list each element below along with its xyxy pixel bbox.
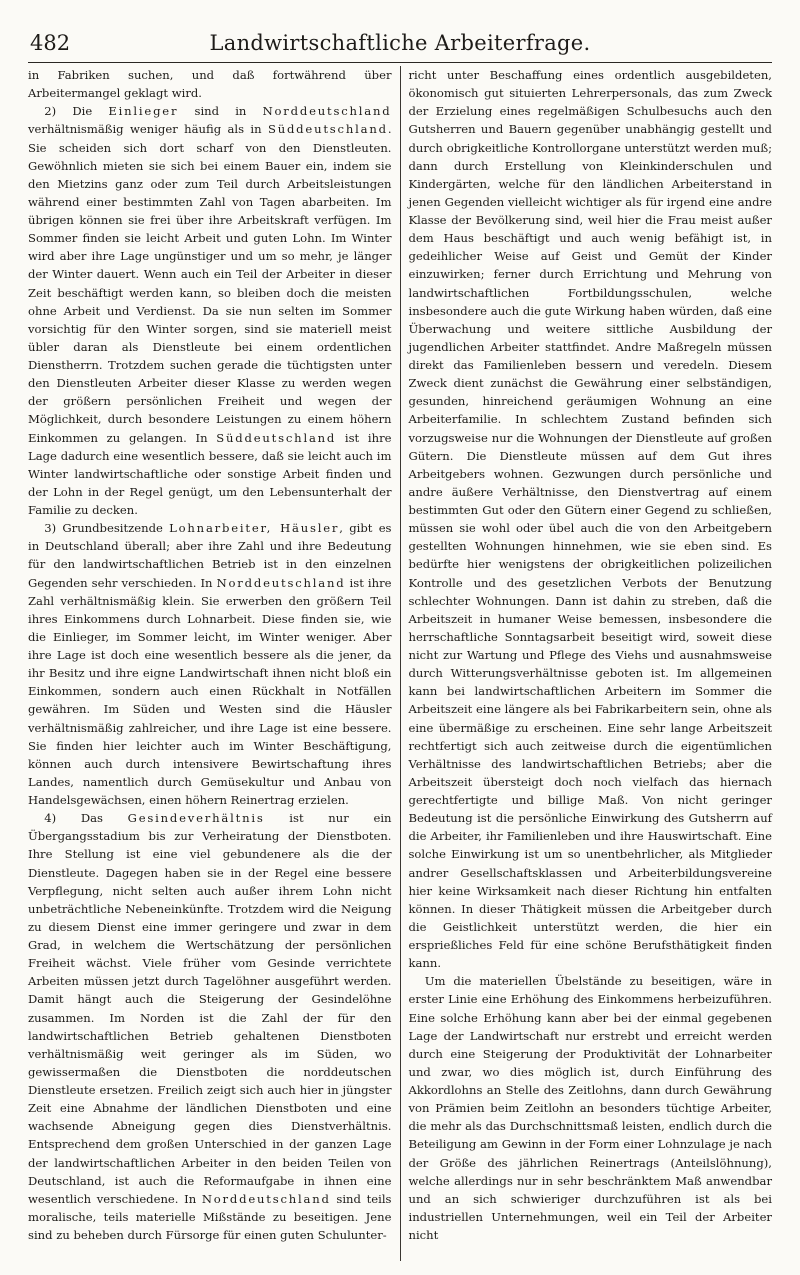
text-columns <box>28 66 772 1266</box>
emphasis-region: Norddeutschland <box>201 1191 331 1206</box>
column-divider <box>400 66 401 1261</box>
text-run: sind teils moralische, teils materielle Mißstände zu beseitigen. Jene sind zu beheben durch Fürsorge für einen guten Schulunter- <box>28 1191 392 1242</box>
paragraph-einlieger <box>28 102 392 519</box>
page-header <box>28 28 772 63</box>
emphasis-region: Süddeutschland <box>267 122 388 137</box>
text-run: 4) Das <box>44 811 128 826</box>
emphasis-region: Süddeutschland <box>216 430 337 445</box>
text-run: , gibt es in Deutschland überall; aber ihre Zahl und ihre Bedeutung für den landwirtschaftlichen Betrieb ist in den einzelnen Gegenden sehr verschieden. In <box>28 521 392 590</box>
text-run: ist nur ein Übergangsstadium bis zur Verheiratung der Dienstboten. Ihre Stellung ist eine viel gebundenere als die der Dienstleute. Dagegen haben sie in der Regel eine bessere Verpflegung, nicht selten auch außer ihrem Lohn nicht unbeträchtliche Nebeneinkünfte. Trotzdem wird die Neigung zu diesem Dienst eine immer geringere und zwar in dem Grad, in welchem die Wertschätzung der persönlichen Freiheit wächst. Viele früher vom Gesinde verrichtete Arbeiten müssen jetzt durch Tagelöhner ausgeführt werden. Damit hängt auch die Steigerung der Gesindelöhne zusammen. Im Norden ist die Zahl der für den landwirtschaftlichen Betrieb gehaltenen Dienstboten verhältnismäßig weit geringer als im Süden, wo gewissermaßen die Dienstboten die norddeutschen Dienstleute ersetzen. Freilich zeigt sich auch hier in jüngster Zeit eine Abnahme der ländlichen Dienstboten und eine wachsende Abneigung gegen dies Dienstverhältnis. Entsprechend dem großen Unterschied in der ganzen Lage der landwirtschaftlichen Arbeiter in den beiden Teilen von Deutschland, ist auch die Reformaufgabe in ihnen eine wesentlich verschiedene. In <box>28 811 392 1206</box>
paragraph-continuation: richt unter Beschaffung eines ordentlich ausgebildeten, ökonomisch gut situierten Lehrerpersonals, das zum Zweck der Erzielung eines regelmäßigen Schulbesuchs auch den Gutsherren und Bauern gegenüber unabhängig gestellt und durch obrigkeitliche Kontrollorgane unterstützt werden muß; dann durch Erstellung von Kleinkinderschulen und Kindergärten, welche für den ländlichen Arbeiterstand in jenen Gegenden vielleicht wichtiger als für irgend eine andre Klasse der Bevölkerung sind, weil hier die Frau meist außer dem Haus beschäftigt und auch wenig befähigt ist, in gedeihlicher Weise auf Geist und Gemüt der Kinder einzuwirken; ferner durch Errichtung und Mehrung von landwirtschaftlichen Fortbildungsschulen, welche insbesondere auch die gute Wirkung haben würden, daß eine Überwachung und weitere sittliche Ausbildung der jugendlichen Arbeiter stattfindet. Andre Maßregeln müssen direkt das Familienleben bessern und veredeln. Diesem Zweck dient zunächst die Gewährung einer selbständigen, gesunden, hinreichend geräumigen Wohnung an eine Arbeiterfamilie. In schlechtem Zustand befinden sich vorzugsweise nur die Wohnungen der Dienstleute auf großen Gütern. Die Dienstleute müssen auf dem Gut ihres Arbeitgebers wohnen. Gezwungen durch persönliche und andre äußere Verhältnisse, den Dienstvertrag auf einem bestimmten Gut oder den Gütern einer Gegend zu schließen, müssen sie wohl oder übel auch die von den Arbeitgebern gestellten Wohnungen hinnehmen, wie sie eben sind. Es bedürfte hier wenigstens der obrigkeitlichen polizeilichen Kontrolle und des gesetzlichen Verbots der Benutzung schlechter Wohnungen. Dann ist dahin zu streben, daß die Arbeitszeit in humaner Weise bemessen, insbesondere die herrschaftliche Sonntagsarbeit beseitigt wird, soweit diese nicht zur Wartung und Pflege des Viehs und ausnahmsweise durch Witterungsverhältnisse geboten ist. Im allgemeinen kann bei landwirtschaftlichen Arbeitern im Sommer die Arbeitszeit eine längere als bei Fabrikarbeitern sein, ohne als eine übermäßige zu erscheinen. Eine sehr lange Arbeitszeit rechtfertigt sich auch zeitweise durch die eigentümlichen Verhältnisse des landwirtschaftlichen Betriebs; aber die Arbeitszeit übersteigt doch noch vielfach das hiernach gerechtfertigte und billige Maß. Von nicht geringer Bedeutung ist die persönliche Einwirkung des Gutsherrn auf die Arbeiter, ihr Familienleben und ihre Hauswirtschaft. Eine solche Einwirkung ist um so unentbehrlicher, als Mitglieder andrer Gesellschaftsklassen und Arbeiterbildungsvereine hier keine Wirksamkeit nach dieser Richtung hin entfalten können. In dieser Thätigkeit müssen die Arbeitgeber durch die Geistlichkeit unterstützt werden, die hier ein ersprießliches Feld für eine schöne Berufsthätigkeit finden kann. <box>408 68 772 971</box>
text-run: ist ihre Lage dadurch eine wesentlich bessere, daß sie leicht auch im Winter landwirtschaftliche oder sonstige Arbeit finden und der Lohn in der Regel genügt, um den Lebensunterhalt der Familie zu decken. <box>28 430 392 517</box>
emphasis-term: Gesindeverhältnis <box>127 811 265 826</box>
running-title: Landwirtschaftliche Arbeiterfrage. <box>209 31 591 55</box>
right-column <box>408 66 772 1266</box>
text-run: ist ihre Zahl verhältnismäßig klein. Sie erwerben den größern Teil ihres Einkommens durch Lohnarbeit. Diese finden sie, wie die Einlieger, im Sommer leicht, im Winter weniger. Aber ihre Lage ist doch eine wesentlich bessere als die jener, da ihr Besitz und ihre eigne Landwirtschaft ihnen nicht bloß ein Einkommen, sondern auch einen Rückhalt in Notfällen gewähren. Im Süden und Westen sind die Häusler verhältnismäßig zahlreicher, und ihre Lage ist eine bessere. Sie finden hier leichter auch im Winter Beschäftigung, können auch durch intensivere Bewirtschaftung ihres Landes, namentlich durch Gemüsekultur und Anbau von Handelsgewächsen, einen höhern Reinertrag erzielen. <box>28 575 392 807</box>
paragraph-haeusler <box>28 519 392 809</box>
text-run: . Sie scheiden sich dort scharf von den Dienstleuten. Gewöhnlich mieten sie sich bei einem Bauer ein, indem sie den Mietzins ganz oder zum Teil durch Arbeitsleistungen während einer bestimmten Zahl von Tagen abarbeiten. Im übrigen können sie frei über ihre Arbeitskraft verfügen. Im Sommer finden sie leicht Arbeit und guten Lohn. Im Winter wird aber ihre Lage ungünstiger und um so mehr, je länger der Winter dauert. Wenn auch ein Teil der Arbeiter in dieser Zeit beschäftigt werden kann, so bleiben doch die meisten ohne Arbeit und Verdienst. Da sie nun selten im Sommer vorsichtig für den Winter sorgen, sind sie materiell meist übler daran als Dienstleute bei einem ordentlichen Dienstherrn. Trotzdem suchen gerade die tüchtigsten unter den Dienstleuten Arbeiter dieser Klasse zu werden wegen der größern persönlichen Freiheit und wegen der Möglichkeit, durch besondere Leistungen zu einem höhern Einkommen zu gelangen. In <box>28 122 392 445</box>
left-column <box>28 66 392 1266</box>
page-number: 482 <box>30 31 71 55</box>
paragraph-materielle: Um die materiellen Übelstände zu beseitigen, wäre in erster Linie eine Erhöhung des Einkommens herbeizuführen. Eine solche Erhöhung kann aber bei der einmal gegebenen Lage der Landwirtschaft nur erstrebt und erreicht werden durch eine Steigerung der Produktivität der Lohnarbeiter und zwar, wo dies möglich ist, durch Einführung des Akkordlohns an Stelle des Zeitlohns, dann durch Gewährung von Prämien beim Zeitlohn an besonders tüchtige Arbeiter, die mehr als das Durchschnittsmaß leisten, endlich durch die Beteiligung am Gewinn in der Form einer Lohnzulage je nach der Größe des jährlichen Reinertrags (Anteilslöhnung), welche allerdings nur in sehr beschränktem Maß anwendbar und an sich schwieriger durchzuführen ist als bei industriellen Unternehmungen, weil ein Teil der Arbeiter nicht <box>408 974 772 1242</box>
text-run: 3) Grundbesitzende <box>44 521 170 536</box>
emphasis-term: Einlieger <box>108 104 179 119</box>
paragraph-gesinde <box>28 809 392 1244</box>
text-run: verhältnismäßig weniger häufig als in <box>28 122 268 137</box>
paragraph-continuation: in Fabriken suchen, und daß fortwährend über Arbeitermangel geklagt wird. <box>28 68 392 101</box>
text-run: sind in <box>178 104 263 119</box>
emphasis-region: Norddeutschland <box>262 104 392 119</box>
emphasis-term: Lohnarbeiter, Häusler <box>169 521 340 536</box>
text-run: 2) Die <box>44 104 109 119</box>
emphasis-region: Norddeutschland <box>216 575 346 590</box>
